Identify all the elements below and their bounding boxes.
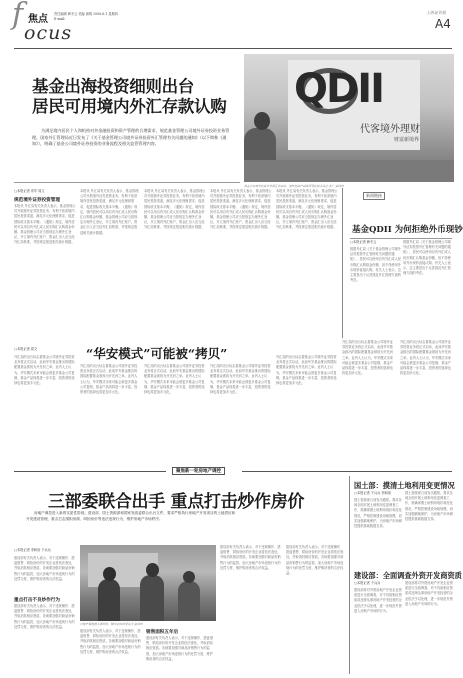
byline-4: □本报记者 于兵兵 李和裕 bbox=[354, 491, 391, 495]
sidebar-col-b: 根据外汇局《关于基金管理公司境外证券投资外汇管理有关问题的通知》，居民可以使用自有外汇或人民币购汇认购基金份额，但不得使用外币现钞直接认购。有关人士表示，这主要是出于反洗钱及外汇管理方面的考虑。 bbox=[403, 240, 451, 276]
body-col-1c: 本报讯 外汇局有关负责人表示，基金管理公司开展境外证券投资业务，有利于拓宽境内居民投资渠道，满足多元化理财需求，促进国际收支基本平衡。《通知》规定，境内居民可以用自有外汇或人民币购汇认购基金份额，基金管理公司应当按规定办理外汇登记，开立境内外汇账户，资金汇出入应当经外汇局核准，并按规定报送相关统计数据。 bbox=[144, 189, 206, 230]
lead-rule bbox=[14, 182, 240, 183]
sidebar-rule bbox=[350, 238, 452, 239]
headline-1a: 基金出海投资细则出台 bbox=[32, 77, 195, 96]
body-col-1d: 本报讯 外汇局有关负责人表示，基金管理公司开展境外证券投资业务，有利于拓宽境内居民投资渠道，满足多元化理财需求，促进国际收支基本平衡。《通知》规定，境内居民可以用自有外汇或人民币购汇认购基金份额，基金管理公司应当按规定办理外汇登记，开立境内外汇账户，资金汇出入应当经外汇局核准，并按规定报送相关统计数据。 bbox=[210, 189, 272, 230]
body-col-2g: 外汇局的出台标志着基金公司境外证券投资业务将正式启动，此前华安基金推出的国际配置基金被视为开先河之举。业内人士认为，华安模式未来可能会被更多基金公司复制，基金产品线将进一步丰富，投资者的选择也将更加多元化。 bbox=[400, 340, 451, 376]
body-col-2b: 外汇局的出台标志着基金公司境外证券投资业务将正式启动，此前华安基金推出的国际配置基金被视为开先河之举。业内人士认为，华安模式未来可能会被更多基金公司复制，基金产品线将进一步丰富，投资者的选择也将更加多元化。 bbox=[80, 364, 138, 395]
sign-text-1: 代客境外理财 bbox=[360, 124, 420, 135]
subhead-1: 规范境外证券投资管理 bbox=[14, 198, 60, 203]
body-col-2c: 外汇局的出台标志着基金公司境外证券投资业务将正式启动，此前华安基金推出的国际配置基金被视为开先河之举。业内人士认为，华安模式未来可能会被更多基金公司复制，基金产品线将进一步丰富，投资者的选择也将更加多元化。 bbox=[144, 364, 205, 395]
body-col-1a: 本报讯 外汇局有关负责人表示，基金管理公司开展境外证券投资业务，有利于拓宽境内居民投资渠道，满足多元化理财需求，促进国际收支基本平衡。《通知》规定，境内居民可以用自有外汇或人民币购汇认购基金份额，基金管理公司应当按规定办理外汇登记，开立境内外汇账户，资金汇出入应当经外汇局核准，并按规定报送相关统计数据。 bbox=[14, 204, 76, 245]
banner-rule-right bbox=[242, 471, 452, 472]
masthead-rule bbox=[14, 48, 452, 49]
body-col-2d: 外汇局的出台标志着基金公司境外证券投资业务将正式启动，此前华安基金推出的国际配置基金被视为开先河之举。业内人士认为，华安模式未来可能会被更多基金公司复制，基金产品线将进一步丰富，投资者的选择也将更加多元化。 bbox=[210, 364, 271, 395]
body-col-1b: 本报讯 外汇局有关负责人表示，基金管理公司开展境外证券投资业务，有利于拓宽境内居民投资渠道，满足多元化理财需求，促进国际收支基本平衡。《通知》规定，境内居民可以用自有外汇或人民币购汇认购基金份额，基金管理公司应当按规定办理外汇登记，开立境内外汇账户，资金汇出入应当经外汇局核准，并按规定报送相关统计数据。 bbox=[80, 189, 139, 235]
headline-4: 国土部：摸清土地利用变更情况 bbox=[354, 481, 455, 490]
body-col-5b: 建设部将对外资房地产开发企业资质进行全面调查，对不具备相应资质或违规从事房地产开发经营的企业依法予以处理，进一步规范外资进入房地产市场的行为。 bbox=[405, 581, 453, 606]
body-col-3b: 建设部有关负责人表示，对于违规操作、捂盘惜售、哄抬房价的开发企业将依法查处，并取消其相应资质。各地要加强对商品房销售行为的监管，加大房地产市场违规行为的处罚力度，维护购房者的合法权益。 bbox=[14, 604, 75, 629]
masthead bbox=[12, 0, 452, 48]
masthead-meta: 责任编辑 韩冬云 美编 唐明 2006.6.1 星期四 bbox=[54, 12, 118, 16]
body-col-2e: 外汇局的出台标志着基金公司境外证券投资业务将正式启动，此前华安基金推出的国际配置基金被视为开先河之举。业内人士认为，华安模式未来可能会被更多基金公司复制，基金产品线将进一步丰富，投资者的选择也将更加多元化。 bbox=[276, 355, 337, 386]
masthead-email: E-mail: bbox=[54, 17, 66, 21]
body-col-2a: 外汇局的出台标志着基金公司境外证券投资业务将正式启动，此前华安基金推出的国际配置基金被视为开先河之举。业内人士认为，华安模式未来可能会被更多基金公司复制，基金产品线将进一步丰富，投资者的选择也将更加多元化。 bbox=[14, 355, 75, 386]
banner-rule-left bbox=[14, 471, 166, 472]
lead-paragraph-3: 房地产调控进入新的实质性阶段。建设部、国土资源部和国家发改委联合出台文件，要求严格执行房地产开发项目的土地供应和开发建设管理，重点打击囤积房源、哄抬房价等违法违规行为，维护房地产市场秩序。 bbox=[26, 511, 236, 521]
news-link-label: 新闻链接 bbox=[363, 192, 385, 200]
body-col-4b: 国土资源部日前发出通知，要求各地全面开展土地利用变更调查工作，准确掌握土地利用现状和变化情况，严格控制建设用地规模，切实加强耕地保护，为房地产市场调控提供基础数据支持。 bbox=[405, 491, 453, 522]
body-col-3a: 建设部有关负责人表示，对于违规操作、捂盘惜售、哄抬房价的开发企业将依法查处，并取消其相应资质。各地要加强对商品房销售行为的监管，加大房地产市场违规行为的处罚力度，维护购房者的合法权益。 bbox=[14, 556, 75, 581]
section-title-en: ocus bbox=[24, 22, 73, 44]
body-col-5a: 建设部将对外资房地产开发企业资质进行全面调查，对不具备相应资质或违规从事房地产开发经营的企业依法予以处理，进一步规范外资进入房地产市场的行为。 bbox=[354, 588, 402, 613]
sidebar-byline: □本报记者 韩冬云 bbox=[350, 240, 377, 244]
body-col-3f: 建设部有关负责人表示，对于违规操作、捂盘惜售、哄抬房价的开发企业将依法查处，并取消其相应资质。各地要加强对商品房销售行为的监管，加大房地产市场违规行为的处罚力度，维护购房者的合法权益。 bbox=[286, 545, 344, 576]
lead-paragraph-1: 为满足境内居民个人和机构对外金融投资和资产管理的合理需求，规范基金管理公司境外证券投资业务管理，国家外汇管理局近日发布了《关于基金管理公司境外证券投资外汇管理有关问题的通知》（以下简称《通知》），明确了基金公司境外证券投资的业务流程及相关监管管理内容。 bbox=[32, 128, 230, 147]
body-col-3e: 建设部有关负责人表示，对于违规操作、捂盘惜售、哄抬房价的开发企业将依法查处，并取消其相应资质。各地要加强对商品房销售行为的监管，加大房地产市场违规行为的处罚力度，维护购房者的合法权益。 bbox=[220, 545, 281, 570]
column-rule-2 bbox=[349, 476, 350, 674]
headline-3: 三部委联合出手 重点打击炒作房价 bbox=[48, 492, 305, 512]
page-number: A4 bbox=[435, 17, 451, 31]
sign-text-2: 财富新境界 bbox=[394, 137, 420, 143]
body-col-3d: 建设部有关负责人表示，对于违规操作、捂盘惜售、哄抬房价的开发企业将依法查处，并取消其相应资质。各地要加强对商品房销售行为的监管，加大房地产市场违规行为的处罚力度，维护购房者的合法权益。 bbox=[146, 636, 213, 661]
byline-5: □本报记者 于兵兵 bbox=[354, 581, 381, 585]
subhead-3b: 销售面积五年后 bbox=[146, 630, 179, 635]
headline-5: 建设部：全面调查外资开发商资质 bbox=[354, 571, 462, 580]
body-col-2f: 外汇局的出台标志着基金公司境外证券投资业务将正式启动，此前华安基金推出的国际配置基金被视为开先河之举。业内人士认为，华安模式未来可能会被更多基金公司复制，基金产品线将进一步丰富，投资者的选择也将更加多元化。 bbox=[342, 340, 393, 376]
byline-1: □本报记者 邓华 周文 bbox=[14, 189, 45, 193]
photo-caption-3: 房地产调控进入新阶段，楼市走向备受关注 资料图 bbox=[80, 622, 143, 626]
column-rule-1 bbox=[342, 188, 343, 338]
subhead-3a: 重点打击不良炒作行为 bbox=[14, 598, 60, 603]
byline-2: □本报记者 周文 bbox=[14, 347, 38, 351]
byline-3: □本报记者 李和裕 于兵兵 bbox=[14, 548, 51, 552]
qdii-sign: QDII bbox=[294, 66, 383, 112]
sidebar-title: 基金QDII 为何拒绝外币现钞 bbox=[352, 225, 463, 235]
paper-name: 上海证券报 bbox=[426, 10, 446, 15]
headline-2: “华安模式”可能被“拷贝” bbox=[86, 346, 228, 361]
body-col-4a: 国土资源部日前发出通知，要求各地全面开展土地利用变更调查工作，准确掌握土地利用现状和变化情况，严格控制建设用地规模，切实加强耕地保护，为房地产市场调控提供基础数据支持。 bbox=[354, 498, 402, 529]
section-letter: f bbox=[12, 0, 24, 32]
sidebar-col-a: 根据外汇局《关于基金管理公司境外证券投资外汇管理有关问题的通知》，居民可以使用自有外汇或人民币购汇认购基金份额，但不得使用外币现钞直接认购。有关人士表示，这主要是出于反洗钱及外汇管理方面的考虑。 bbox=[350, 247, 401, 283]
headline-1b: 居民可用境内外汇存款认购 bbox=[32, 97, 227, 116]
section-title-cn: 焦点 bbox=[28, 14, 48, 25]
body-col-1e: 本报讯 外汇局有关负责人表示，基金管理公司开展境外证券投资业务，有利于拓宽境内居民投资渠道，满足多元化理财需求，促进国际收支基本平衡。《通知》规定，境内居民可以用自有外汇或人民币购汇认购基金份额，基金管理公司应当按规定办理外汇登记，开立境内外汇账户，资金汇出入应当经外汇局核准，并按规定报送相关统计数据。 bbox=[276, 189, 338, 230]
body-col-3c: 建设部有关负责人表示，对于违规操作、捂盘惜售、哄抬房价的开发企业将依法查处，并取消其相应资质。各地要加强对商品房销售行为的监管，加大房地产市场违规行为的处罚力度，维护购房者的合法权益。 bbox=[80, 629, 141, 654]
bank-counter-photo bbox=[244, 54, 454, 182]
photo-caption-1: 基金公司境外投资业务将正式启动，境外投资产品将更受投资者关注 张仁 资料图 bbox=[244, 184, 344, 188]
housing-photo bbox=[80, 545, 216, 621]
banner-label: 聚焦新一轮房地产调控 bbox=[172, 467, 225, 475]
